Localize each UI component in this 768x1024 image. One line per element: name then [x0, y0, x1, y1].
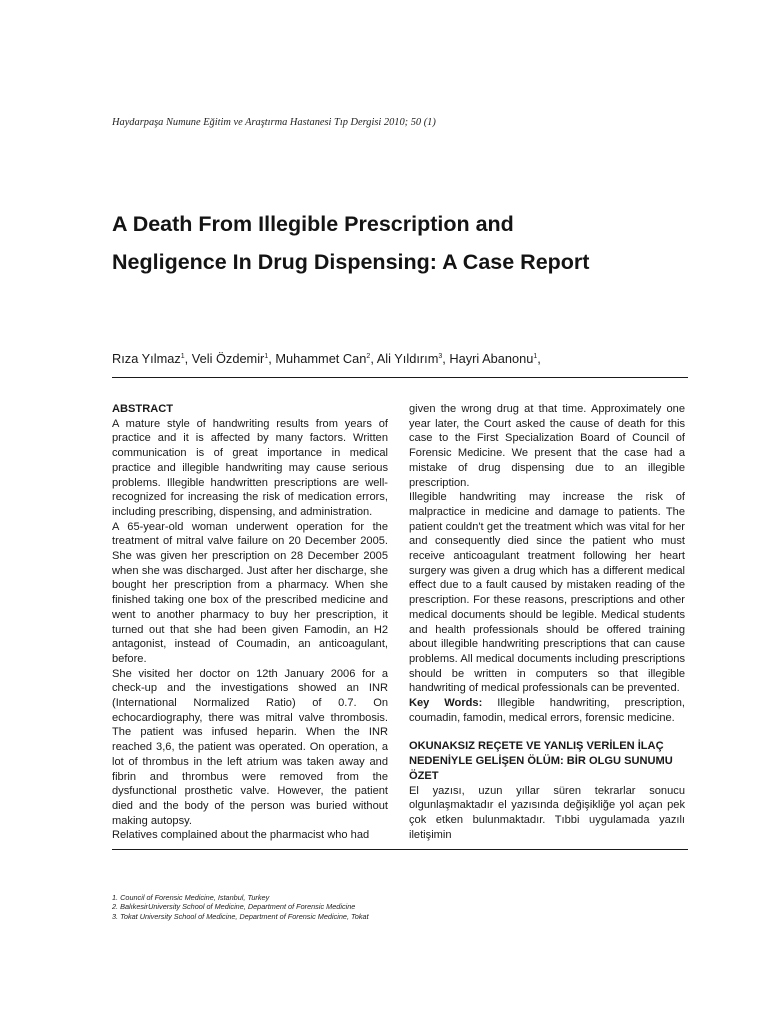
- turkish-title-line-1: OKUNAKSIZ REÇETE VE YANLIŞ VERİLEN İLAÇ: [409, 740, 664, 753]
- ozet-paragraph: El yazısı, uzun yıllar süren tekrarlar sonucu olgunlaşmaktadır el yazısında değişikliğe yol açan pek çok etken bulunmaktadır. Tıbbi uygulamada yazılı iletişimin: [409, 784, 685, 841]
- abstract-paragraph: She visited her doctor on 12th January 2006 for a check-up and the investigations showed an INR (International Normalized Ratio) of 0.7. On echocardiography, there was mitral valve thrombosis. The patient was infused heparin. When the INR reached 3,6, the patient was operated. On operation, a lot of thrombus in the left atrium was taken away and fibrin and thrombus were removed from the dysfunctional prosthetic valve. However, the patient died and the body of the person was buried without making autopsy.: [112, 667, 388, 827]
- author-list: [112, 351, 541, 366]
- footnote: 2. BalıkesirUniversity School of Medicine, Department of Forensic Medicine: [112, 902, 356, 912]
- keywords-text: Illegible handwriting, prescription, coumadin, famodin, medical errors, forensic medicine.: [409, 697, 685, 724]
- author: Hayri Abanonu$^1$,: [449, 351, 541, 366]
- abstract-paragraph: A mature style of handwriting results from years of practice and it is affected by many factors. Written communication is of great importance in medical practice and illegible handwriting may cause serious problems. Illegible handwritten prescriptions are well-recognized for increasing the risk of medication errors, including prescribing, dispensing, and administration.: [112, 417, 388, 518]
- keywords: [409, 696, 685, 725]
- ozet-heading: ÖZET: [409, 769, 439, 782]
- title-line-1: A Death From Illegible Prescription and: [112, 212, 514, 236]
- abstract-left-column: [112, 402, 388, 843]
- turkish-title-line-2: NEDENİYLE GELİŞEN ÖLÜM: BİR OLGU SUNUMU: [409, 755, 673, 768]
- footnote: 1. Council of Forensic Medicine, Istanbul, Turkey: [112, 893, 270, 902]
- footnote: 3. Tokat University School of Medicine, Department of Forensic Medicine, Tokat: [112, 911, 369, 921]
- author: Muhammet Can$^2$,: [275, 351, 377, 366]
- abstract-right-column: [409, 402, 685, 842]
- journal-citation: Haydarpaşa Numune Eğitim ve Araştırma Hastanesi Tıp Dergisi 2010; 50 (1): [112, 117, 436, 128]
- bottom-divider: [112, 849, 688, 850]
- author: Veli Özdemir$^1$,: [191, 351, 276, 366]
- keywords-label: Key Words:: [409, 697, 483, 710]
- abstract-paragraph: Relatives complained about the pharmacist who had: [112, 829, 370, 842]
- abstract-heading: ABSTRACT: [112, 403, 174, 415]
- affiliation-footnotes: [112, 893, 369, 921]
- abstract-paragraph: given the wrong drug at that time. Approximately one year later, the Court asked the cause of death for this case to the First Specialization Board of Council of Forensic Medicine. We present that the case had a mistake of drug dispensing due to an illegible prescription.: [409, 403, 685, 489]
- author: Ali Yıldırım$^3$,: [376, 351, 450, 366]
- title-line-2: Negligence In Drug Dispensing: A Case Report: [112, 250, 590, 274]
- top-divider: [112, 377, 688, 378]
- abstract-paragraph: A 65-year-old woman underwent operation for the treatment of mitral valve failure on 20 December 2005. She was given her prescription on 28 December 2005 when she was discharged. Just after her discharge, she bought her prescription from a pharmacy. When she finished taking one box of the prescribed medicine and went to another pharmacy to buy her prescription, it turned out that she had been given Famodin, an H2 antagonist, instead of Coumadin, an anticoagulant, before.: [112, 520, 388, 665]
- article-title: [112, 205, 712, 281]
- abstract-paragraph: Illegible handwriting may increase the risk of malpractice in medicine and damage to patients. The patient couldn't get the treatment which was vital for her and consequently died since the patient who must receive anticoagulant treatment following her heart surgery was given a drug which has a different medical effect due to a fault caused by mistaken reading of the prescription. For these reasons, prescriptions and other medical documents should be legible. Medical students and health professionals should be offered training about illegible handwriting prescriptions that can cause problems. All medical documents including prescriptions should be written in computers so that illegible handwriting of medical professionals can be prevented.: [409, 491, 685, 695]
- author: Rıza Yılmaz$^1$,: [112, 351, 192, 366]
